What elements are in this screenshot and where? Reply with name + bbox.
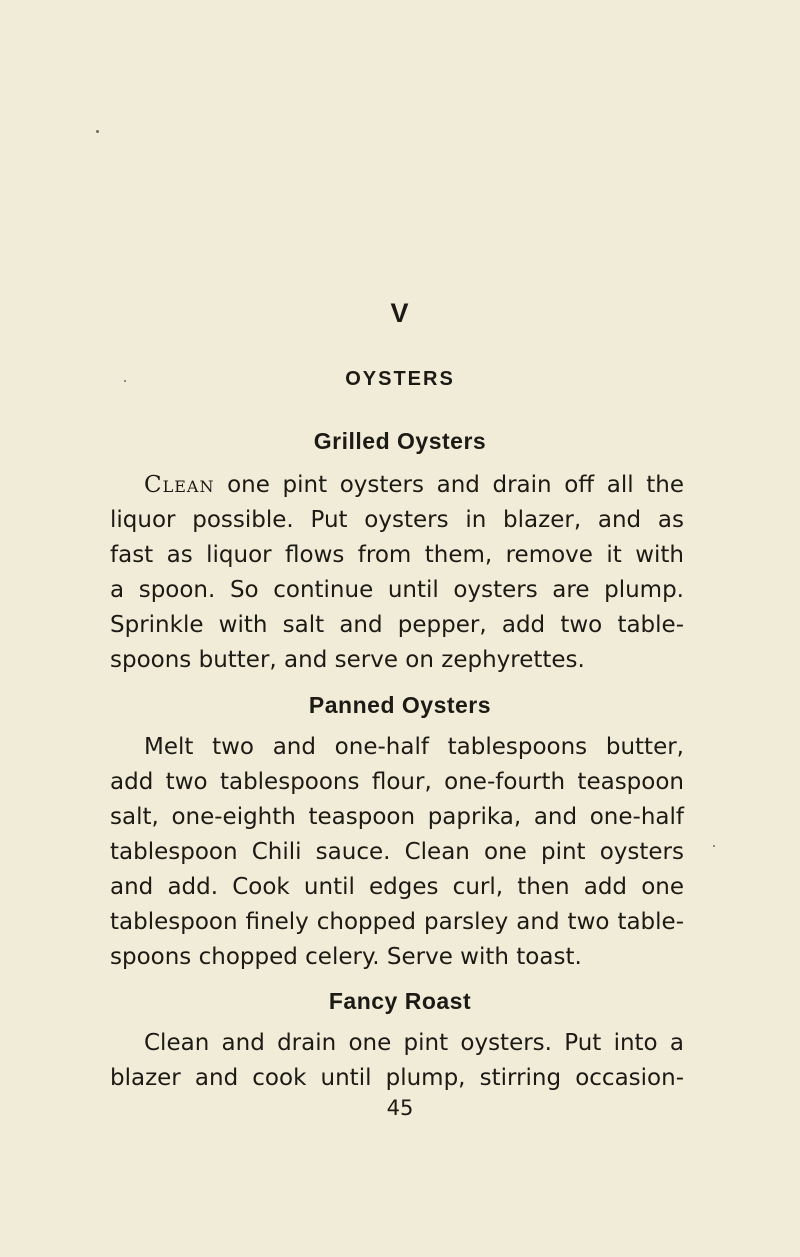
- recipe-line: Clean one pint oysters and drain off all the: [144, 472, 684, 498]
- page-number: 45: [386, 1096, 414, 1120]
- paper-speck: [124, 380, 126, 382]
- recipe-line: liquor possible. Put oysters in blazer, and as: [110, 507, 684, 533]
- recipe-line: blazer and cook until plump, stirring occasion-: [110, 1065, 684, 1091]
- recipe-heading-grilled-oysters: Grilled Oysters: [313, 428, 487, 454]
- recipe-line: Sprinkle with salt and pepper, add two table-: [110, 612, 684, 638]
- paper-speck: [96, 130, 99, 133]
- recipe-line: salt, one-eighth teaspoon paprika, and one-half: [110, 804, 684, 830]
- recipe-line: add two tablespoons flour, one-fourth teaspoon: [110, 769, 684, 795]
- recipe-line: tablespoon finely chopped parsley and two table-: [110, 909, 684, 935]
- paper-speck: [713, 845, 715, 847]
- recipe-heading-fancy-roast: Fancy Roast: [328, 988, 472, 1014]
- recipe-heading-panned-oysters: Panned Oysters: [308, 692, 492, 718]
- recipe-line: tablespoon Chili sauce. Clean one pint oysters: [110, 839, 684, 865]
- lead-word: Clean: [144, 472, 215, 498]
- chapter-numeral: V: [390, 298, 410, 328]
- recipe-text-grilled-oysters: [110, 468, 684, 678]
- recipe-line: and add. Cook until edges curl, then add one: [110, 874, 684, 900]
- recipe-line: spoons chopped celery. Serve with toast.: [110, 944, 582, 970]
- recipe-line: Melt two and one-half tablespoons butter,: [144, 734, 684, 760]
- chapter-title: OYSTERS: [345, 368, 455, 390]
- recipe-line: fast as liquor flows from them, remove it with: [110, 542, 684, 568]
- recipe-text-fancy-roast: [110, 1026, 684, 1096]
- recipe-line: Clean and drain one pint oysters. Put into a: [144, 1030, 684, 1056]
- recipe-text-panned-oysters: [110, 730, 684, 975]
- recipe-line: spoons butter, and serve on zephyrettes.: [110, 647, 585, 673]
- recipe-line: a spoon. So continue until oysters are plump.: [110, 577, 684, 603]
